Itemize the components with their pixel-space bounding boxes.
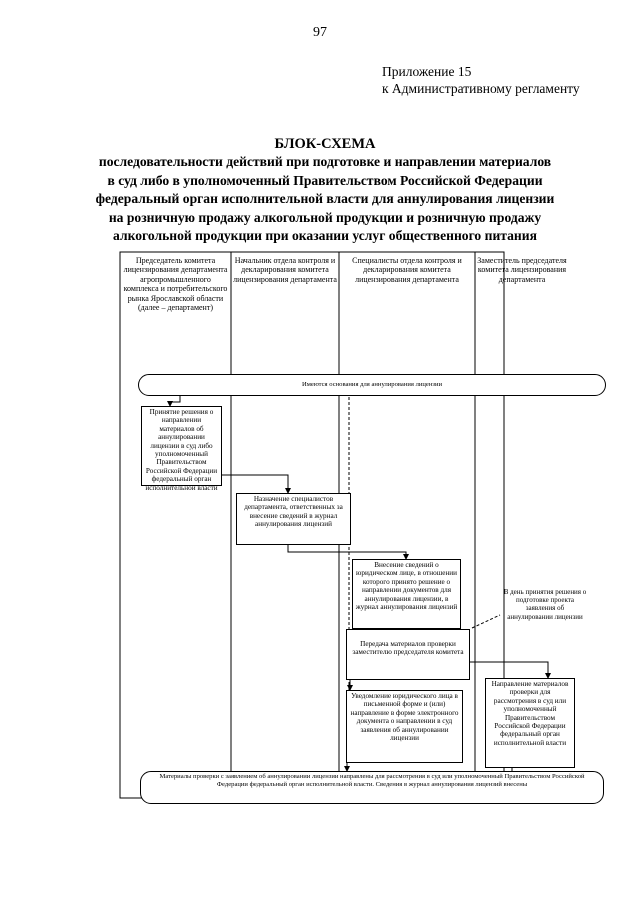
step-transfer-materials: Передача материалов проверки заместителю председателя комитета bbox=[346, 629, 470, 680]
end-terminator: Материалы проверки с заявлением об аннулировании лицензии направлены для рассмотрения в суд или уполномоченный Правительством Российской Федерации федеральный орган исполнительной власти. Сведения в журнал аннулирования лицензий внесены bbox=[140, 771, 604, 804]
lane-header-deputy: Заместитель председателя комитета лицензирования департамента bbox=[477, 256, 567, 284]
start-terminator: Имеются основания для аннулирования лицензии bbox=[138, 374, 606, 396]
document-title: БЛОК-СХЕМА bbox=[274, 136, 376, 152]
deadline-note: В день принятия решения о подготовке проекта заявления об аннулировании лицензии bbox=[503, 588, 587, 621]
connector-transfer-to-send bbox=[470, 662, 548, 678]
appendix-line-2: к Административному регламенту bbox=[382, 81, 580, 96]
connector-assign-to-record bbox=[288, 545, 406, 559]
connector-decision-to-assign bbox=[214, 457, 288, 493]
step-assign-specialists: Назначение специалистов департамента, ответственных за внесение сведений в журнал аннулирования лицензий bbox=[236, 493, 351, 545]
note-pointer bbox=[472, 615, 500, 628]
step-notify-entity: Уведомление юридического лица в письменной форме и (или) направление в форме электронного документа о направлении в суд заявления об аннулировании лицензии bbox=[346, 690, 463, 763]
step-decision: Принятие решения о направлении материалов об аннулировании лицензии в суд либо уполномоченный Правительством Российской Федерации федеральный орган исполнительной власти bbox=[141, 406, 222, 486]
lane-header-chairman: Председатель комитета лицензирования департамента агропромышленного комплекса и потребительского рынка Ярославской области (далее – департамент) bbox=[123, 256, 228, 313]
document-subtitle: последовательности действий при подготовке и направлении материалов в суд либо в уполномоченный Правительством Российской Федерации федеральный орган исполнительной власти для аннулирования лицензии на розничную продажу алкогольной продукции и розничную продажу алкогольной продукции при оказании услуг общественного питания bbox=[95, 154, 555, 243]
step-send-to-court: Направление материалов проверки для рассмотрения в суд или уполномоченный Правительством Российской Федерации федеральный орган исполнительной власти bbox=[485, 678, 575, 768]
appendix-line-1: Приложение 15 bbox=[382, 64, 472, 79]
page-number: 97 bbox=[313, 25, 327, 40]
step-record-journal: Внесение сведений о юридическом лице, в отношении которого принято решение о направлении документов для аннулирования лицензии, в журнал аннулирования лицензий bbox=[352, 559, 461, 629]
lane-header-control-head: Начальник отдела контроля и декларирования комитета лицензирования департамента bbox=[233, 256, 337, 284]
lane-header-specialists: Специалисты отдела контроля и декларирования комитета лицензирования департамента bbox=[352, 256, 462, 284]
